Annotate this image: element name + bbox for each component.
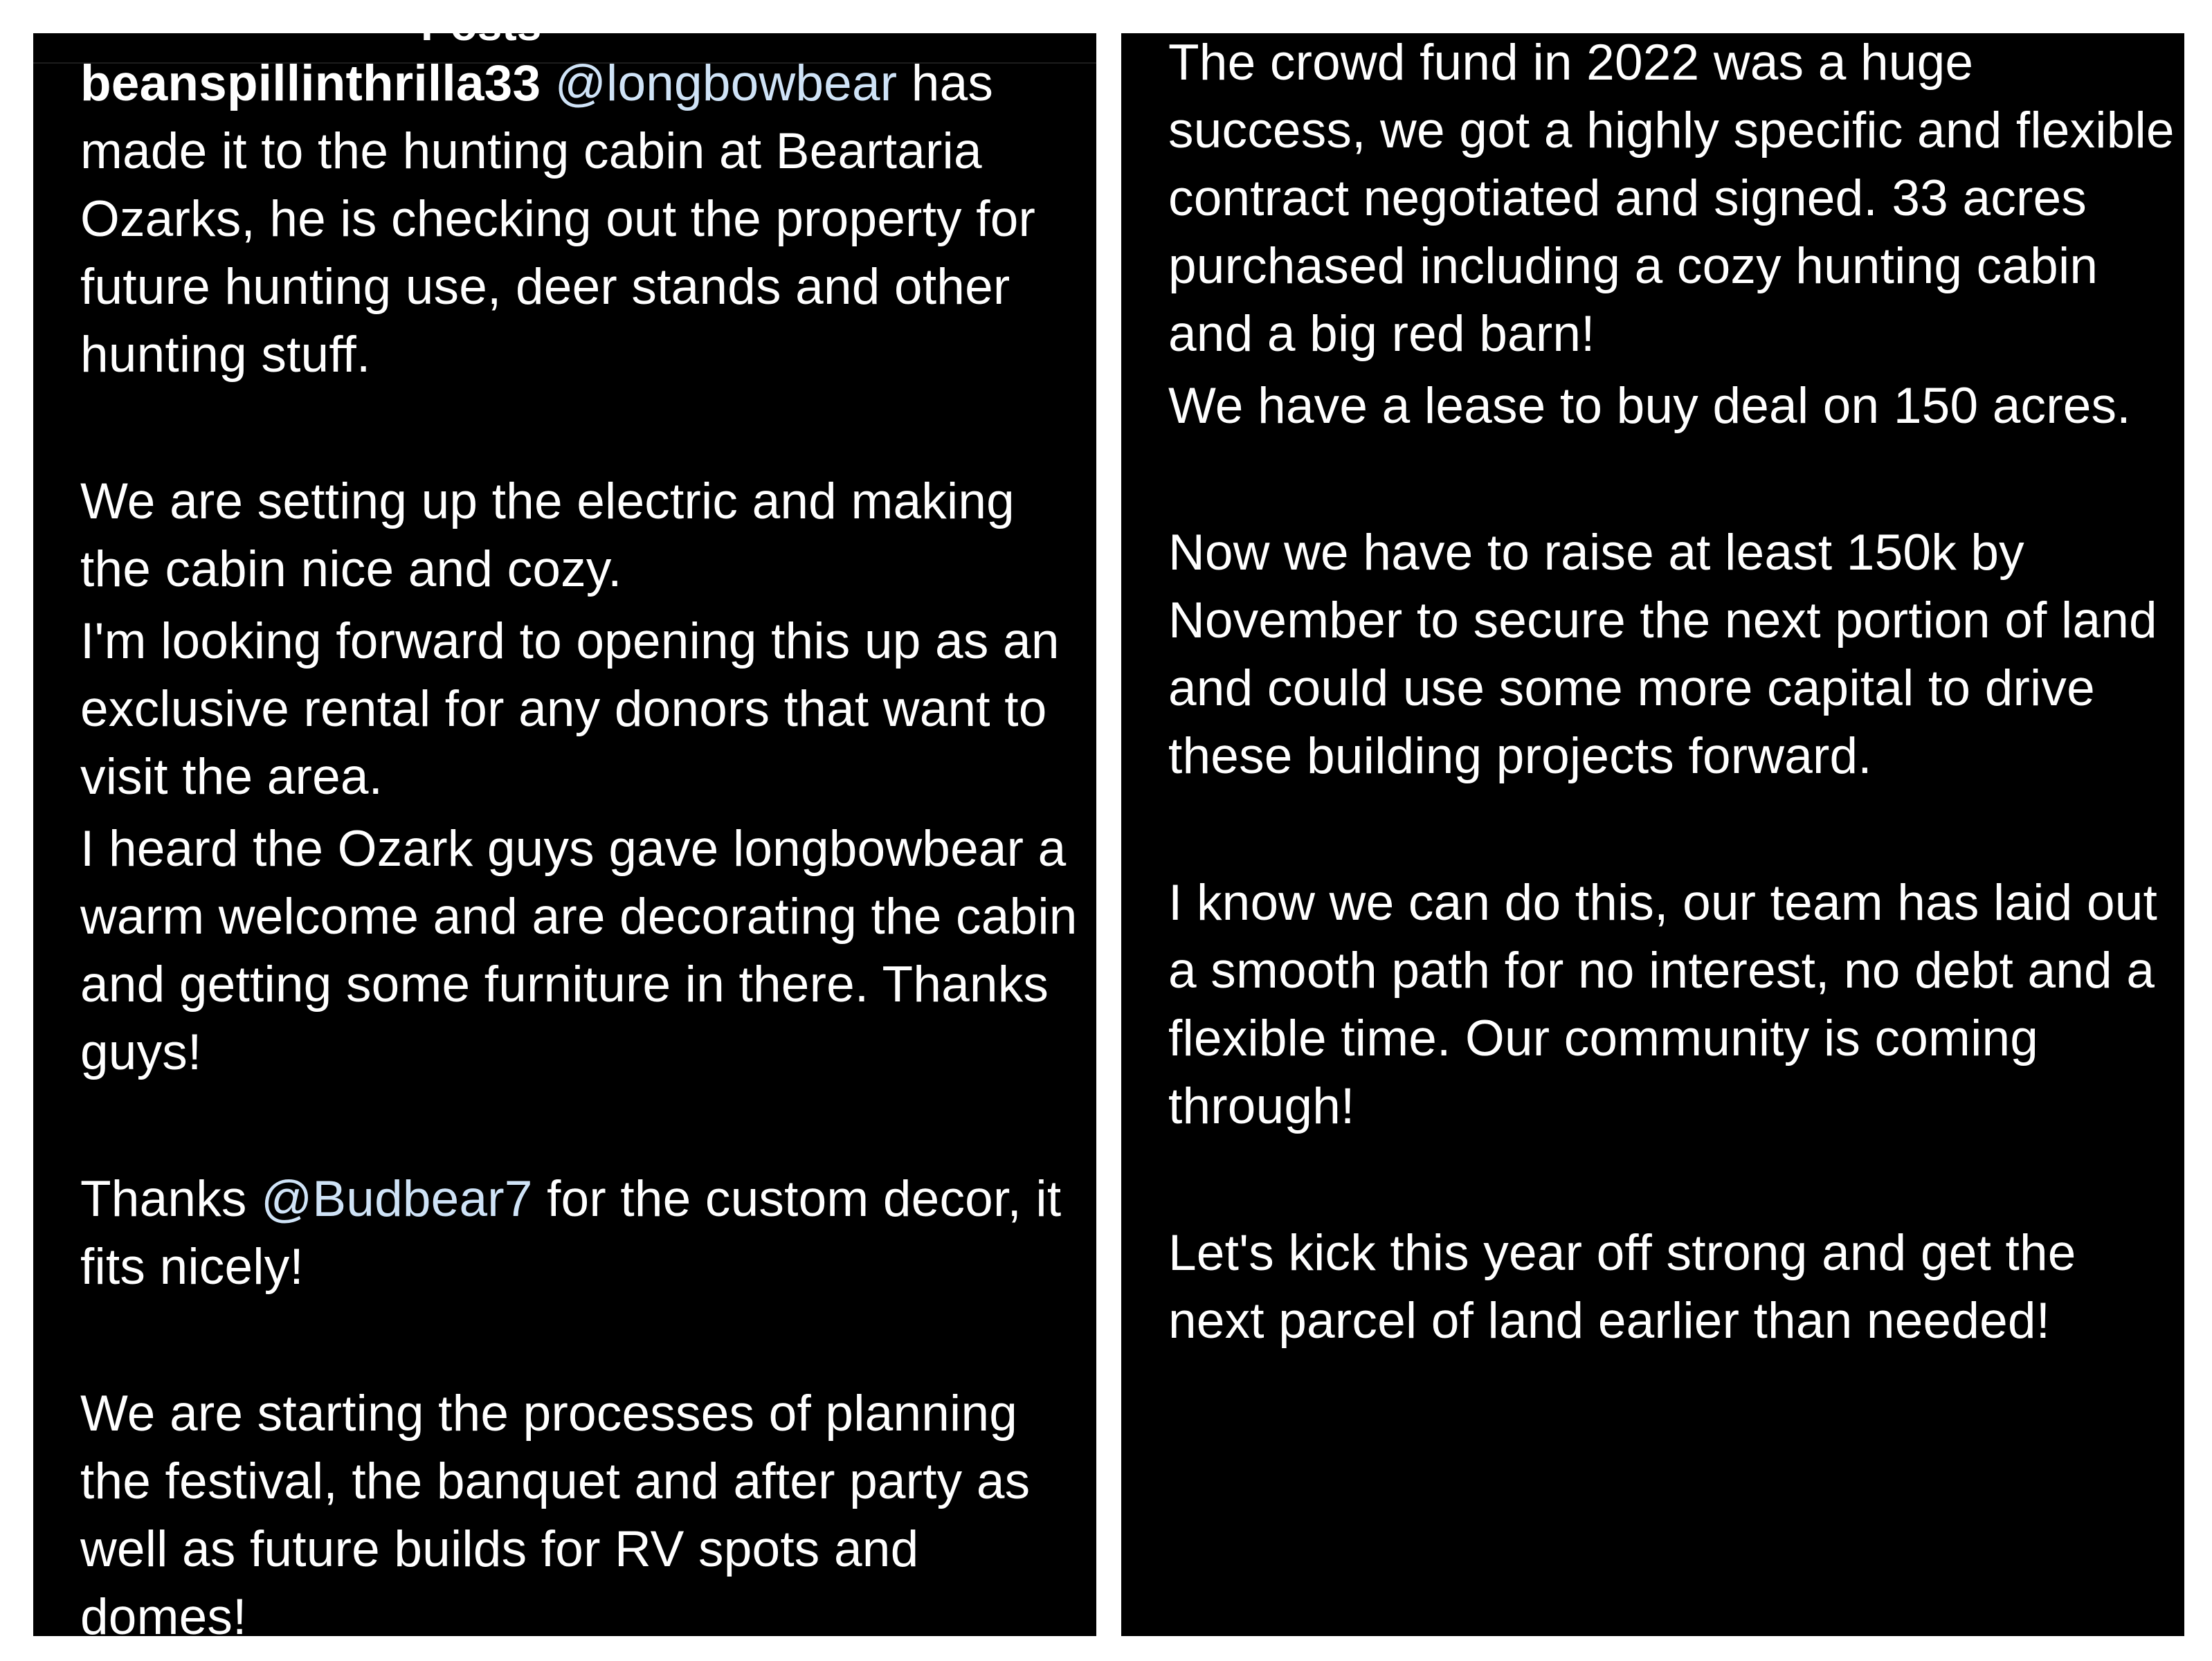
post-paragraph: I know we can do this, our team has laid out a smooth path for no interest, no debt and a flexible time. Our community is coming through!	[1168, 875, 2158, 1134]
post-paragraph: We are starting the processes of planning the festival, the banquet and after party as well as future builds for RV spots and domes!	[80, 1386, 1031, 1645]
paragraph-text: has made it to the hunting cabin at Beartaria Ozarks, he is checking out the property for future hunting use, deer stands and other hunting stuff.	[80, 55, 1036, 383]
paragraph-text: Thanks	[80, 1171, 247, 1227]
header-title: Posts	[421, 0, 542, 50]
post-paragraph: We are setting up the electric and making the cabin nice and cozy.	[80, 473, 1015, 597]
post-paragraph: I'm looking forward to opening this up as an exclusive rental for any donors that want to visit the area.	[80, 613, 1060, 805]
post-paragraph	[80, 1165, 1091, 1301]
post-paragraph: Now we have to raise at least 150k by November to secure the next portion of land and could use some more capital to drive these building projects forward.	[1168, 525, 2157, 784]
username-link[interactable]: beanspillinthrilla33	[80, 55, 541, 111]
post-paragraph: I heard the Ozark guys gave longbowbear a warm welcome and are decorating the cabin and getting some furniture in there. Thanks guys!	[80, 821, 1078, 1080]
right-post-panel	[1121, 33, 2184, 1636]
post-paragraph	[80, 50, 1091, 389]
post-paragraph: The crowd fund in 2022 was a huge success, we got a highly specific and flexible contract negotiated and signed. 33 acres purchased including a cozy hunting cabin and a big red barn!	[1168, 35, 2175, 362]
post-paragraph: We have a lease to buy deal on 150 acres.	[1168, 378, 2131, 434]
post-body-right	[1168, 29, 2179, 1355]
mention-link[interactable]: @longbowbear	[554, 55, 898, 111]
post-paragraph: Let's kick this year off strong and get the next parcel of land earlier than needed!	[1168, 1225, 2076, 1349]
paragraph-text: for the custom decor, it fits nicely!	[80, 1171, 1062, 1295]
post-body-left	[80, 50, 1091, 1651]
mention-link[interactable]: @Budbear7	[261, 1171, 533, 1227]
left-post-panel	[33, 0, 1096, 1645]
